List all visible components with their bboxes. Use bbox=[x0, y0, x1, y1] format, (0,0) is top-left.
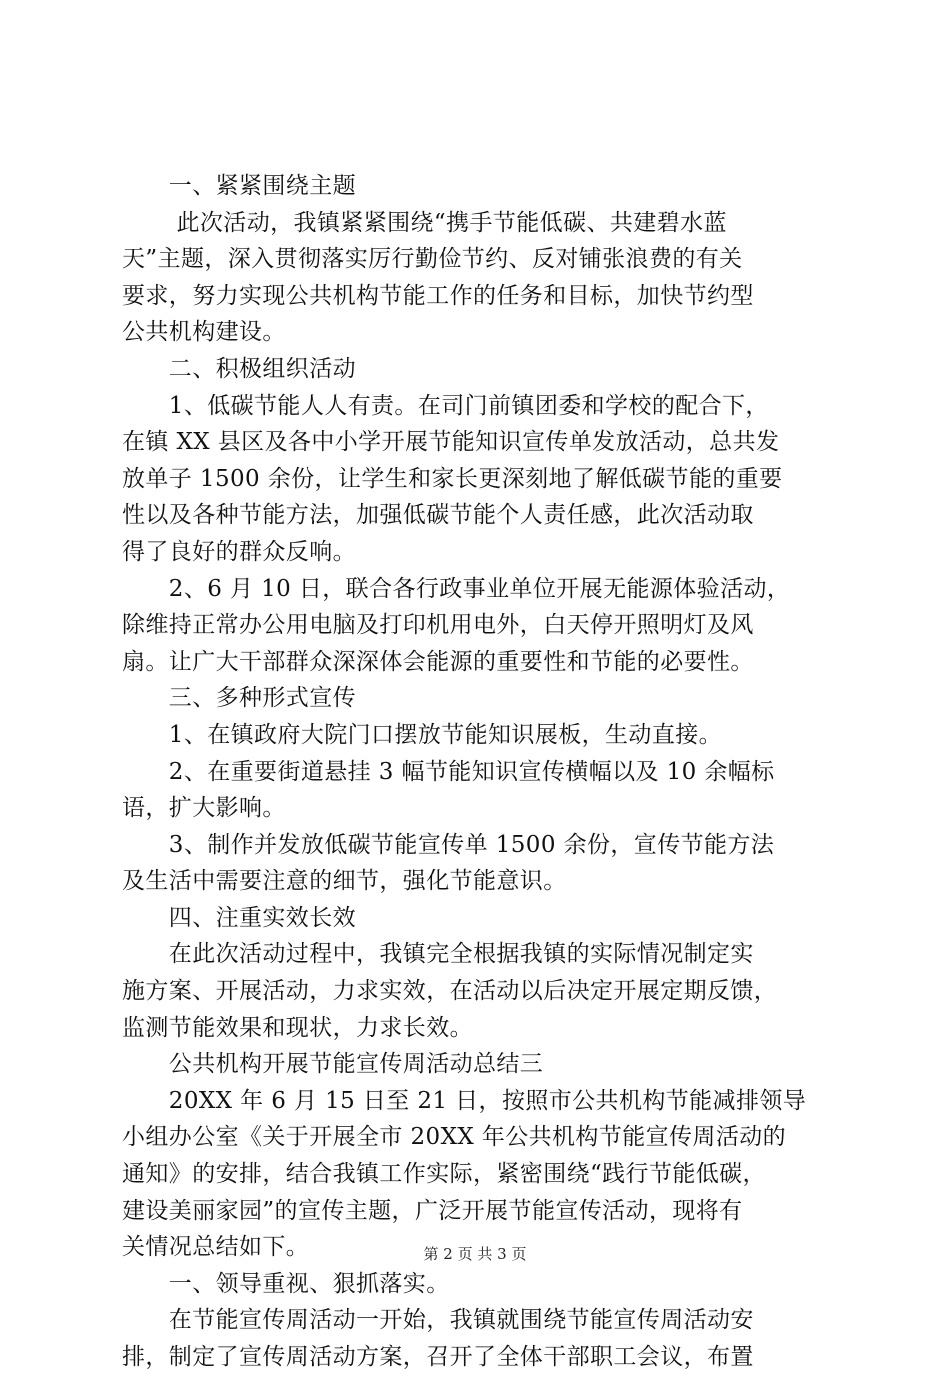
text-line: 通知》的安排，结合我镇工作实际，紧密围绕“践行节能低碳， bbox=[122, 1161, 766, 1188]
text-line: 要求，努力实现公共机构节能工作的任务和目标，加快节约型 bbox=[122, 282, 754, 309]
text-line: 三、多种形式宣传 bbox=[122, 685, 356, 712]
text-line: 关情况总结如下。 bbox=[122, 1234, 310, 1261]
text-line: 3、制作并发放低碳节能宣传单 1500 余份，宣传节能方法 bbox=[122, 831, 775, 858]
text-line: 一、领导重视、狠抓落实。 bbox=[122, 1270, 450, 1297]
text-line: 1、在镇政府大院门口摆放节能知识展板，生动直接。 bbox=[122, 721, 723, 748]
text-line: 二、积极组织活动 bbox=[122, 355, 356, 382]
text-line: 在镇 XX 县区及各中小学开展节能知识宣传单发放活动，总共发 bbox=[122, 429, 780, 456]
text-line: 公共机构建设。 bbox=[122, 319, 286, 346]
text-line: 20XX 年 6 月 15 日至 21 日，按照市公共机构节能减排领导 bbox=[122, 1087, 807, 1114]
text-line: 四、注重实效长效 bbox=[122, 904, 356, 931]
text-line: 公共机构开展节能宣传周活动总结三 bbox=[122, 1051, 544, 1078]
text-line: 天”主题，深入贯彻落实厉行勤俭节约、反对铺张浪费的有关 bbox=[122, 246, 743, 273]
text-line: 在节能宣传周活动一开始，我镇就围绕节能宣传周活动安 bbox=[122, 1307, 754, 1334]
text-line: 监测节能效果和现状，力求长效。 bbox=[122, 1014, 473, 1041]
text-line: 性以及各种节能方法，加强低碳节能个人责任感，此次活动取 bbox=[122, 502, 754, 529]
text-line: 扇。让广大干部群众深深体会能源的重要性和节能的必要性。 bbox=[122, 648, 754, 675]
text-line: 小组办公室《关于开展全市 20XX 年公共机构节能宣传周活动的 bbox=[122, 1124, 787, 1151]
text-line: 在此次活动过程中，我镇完全根据我镇的实际情况制定实 bbox=[122, 941, 754, 968]
text-line: 得了良好的群众反响。 bbox=[122, 538, 356, 565]
document-body bbox=[122, 168, 842, 1376]
text-line: 此次活动，我镇紧紧围绕“携手节能低碳、共建碧水蓝 bbox=[122, 209, 727, 236]
text-line: 放单子 1500 余份，让学生和家长更深刻地了解低碳节能的重要 bbox=[122, 465, 783, 492]
text-line: 排，制定了宣传周活动方案，召开了全体干部职工会议，布置 bbox=[122, 1344, 754, 1370]
text-line: 1、低碳节能人人有责。在司门前镇团委和学校的配合下， bbox=[122, 392, 769, 419]
text-line: 及生活中需要注意的细节，强化节能意识。 bbox=[122, 868, 567, 895]
text-line: 一、紧紧围绕主题 bbox=[122, 173, 356, 199]
page-footer: 第 2 页 共 3 页 bbox=[423, 1245, 527, 1263]
text-line: 2、6 月 10 日，联合各行政事业单位开展无能源体验活动， bbox=[122, 575, 791, 602]
text-line: 施方案、开展活动，力求实效，在活动以后决定开展定期反馈， bbox=[122, 978, 778, 1005]
text-line: 语，扩大影响。 bbox=[122, 795, 286, 822]
text-line: 建设美丽家园”的宣传主题，广泛开展节能宣传活动，现将有 bbox=[122, 1197, 743, 1224]
text-line: 除维持正常办公用电脑及打印机用电外，白天停开照明灯及风 bbox=[122, 612, 754, 639]
text-line: 2、在重要街道悬挂 3 幅节能知识宣传横幅以及 10 余幅标 bbox=[122, 758, 775, 785]
